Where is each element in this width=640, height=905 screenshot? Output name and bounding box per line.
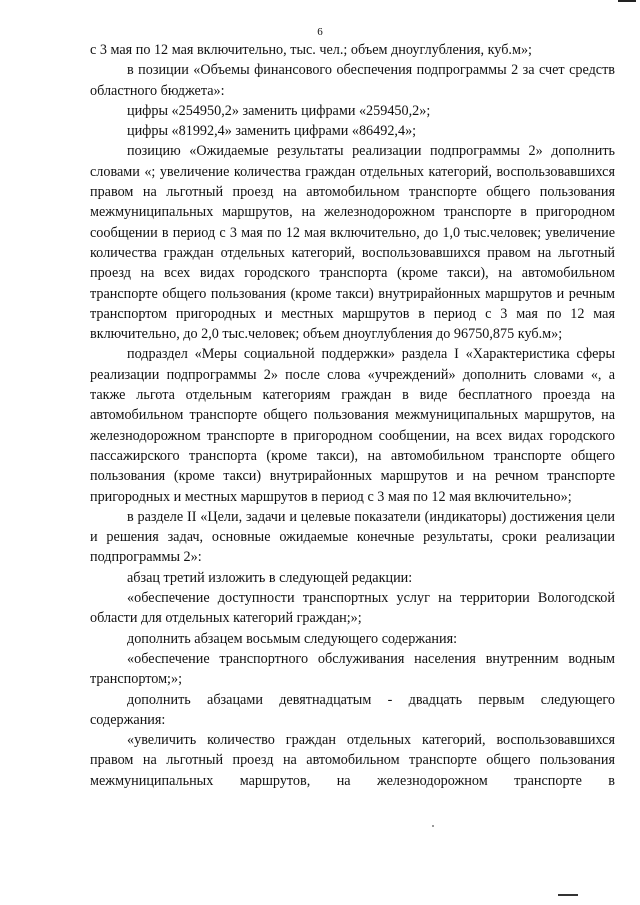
- paragraph-4: цифры «81992,4» заменить цифрами «86492,4»;: [127, 123, 417, 140]
- paragraph-8: абзац третий изложить в следующей редакции:: [127, 569, 413, 586]
- paragraph-5: позицию «Ожидаемые результаты реализации подпрограммы 2» дополнить словами «; увеличение количества граждан отдельных категорий, воспользовавшихся правом на льготный проезд на автомобильном транспорте общего пользования межмуниципальных маршрутов, на железнодорожном транспорте в пригородном сообщении в период с 3 мая по 12 мая включительно, до 1,0 тыс.человек; увеличение количества граждан отдельных категорий, воспользовавшихся правом на льготный проезд на всех видах городского транспорта (кроме такси), на автомобильном транспорте общего пользования (кроме такси) внутрирайонных маршрутов и речным транспортом пригородных и местных маршрутов в период с 3 мая по 12 мая включительно, до 2,0 тыс.человек; объем дноуглубления до 96750,875 куб.м»;: [90, 143, 615, 343]
- paragraph-11: «обеспечение транспортного обслуживания населения внутренним водным транспортом;»;: [90, 650, 615, 688]
- paragraph-1: с 3 мая по 12 мая включительно, тыс. чел.; объем дноуглубления, куб.м»;: [90, 42, 532, 58]
- paragraph-9: «обеспечение доступности транспортных услуг на территории Вологодской области для отдельных категорий граждан;»;: [90, 590, 615, 627]
- paragraph-12: дополнить абзацами девятнадцатым - двадцать первым следующего содержания:: [90, 691, 615, 728]
- paragraph-2: в позиции «Объемы финансового обеспечения подпрограммы 2 за счет средств областного бюджета»:: [90, 62, 615, 99]
- scan-corner-mark: [618, 0, 636, 2]
- paragraph-3: цифры «254950,2» заменить цифрами «259450,2»;: [127, 102, 431, 119]
- document-body: [90, 40, 615, 791]
- page-number: 6: [317, 26, 323, 38]
- paragraph-6: подраздел «Меры социальной поддержки» раздела I «Характеристика сферы реализации подпрограммы 2» после слова «учреждений» дополнить словами «, а также льгота отдельным категориям граждан в виде бесплатного проезда на автомобильном транспорте общего пользования межмуниципальных маршрутов, на железнодорожном транспорте в пригородном сообщении, на всех видах городского пассажирского транспорта (кроме такси), на автомобильном транспорте общего пользования (кроме такси) внутрирайонных маршрутов и на речном транспорте пригородных и местных маршрутов в период с 3 мая по 12 мая включительно»;: [90, 346, 615, 505]
- scan-bottom-mark: [558, 894, 578, 901]
- paragraph-7: в разделе II «Цели, задачи и целевые показатели (индикаторы) достижения цели и решения задач, основные ожидаемые конечные результаты, сроки реализации подпрограммы 2»:: [90, 508, 615, 566]
- paragraph-10: дополнить абзацем восьмым следующего содержания:: [127, 630, 458, 647]
- paragraph-13: «увеличить количество граждан отдельных категорий, воспользовавшихся правом на льготный проезд на автомобильном транспорте общего пользования межмуниципальных маршрутов, на железнодорожном транспорте в: [90, 732, 615, 789]
- scan-speck: [432, 825, 434, 827]
